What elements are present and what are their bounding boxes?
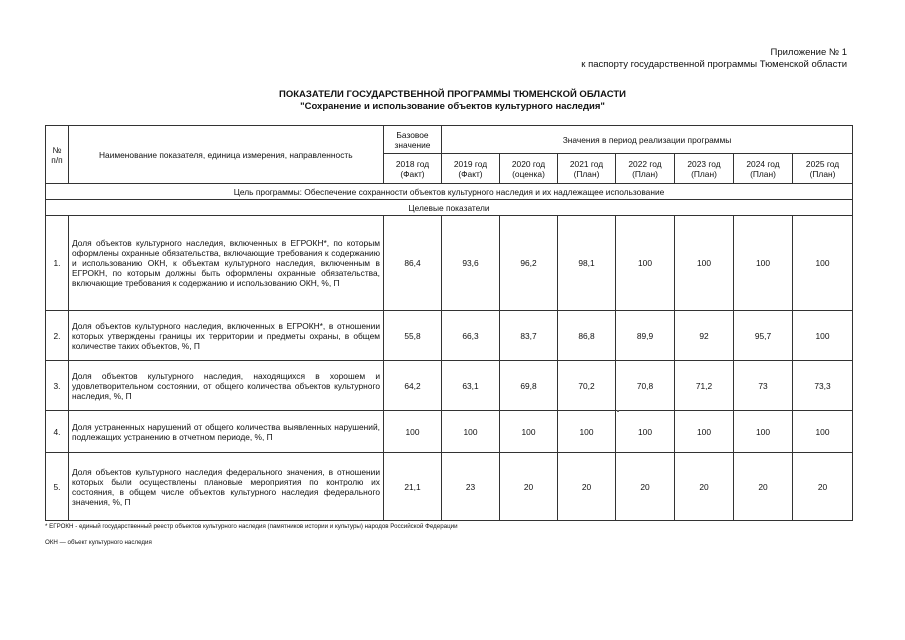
year-type: (План) bbox=[809, 168, 836, 179]
value-2021: 100 bbox=[558, 411, 616, 453]
value-2018: 100 bbox=[384, 411, 442, 453]
year-label: 2020 год bbox=[511, 158, 546, 169]
header-number: № п/п bbox=[46, 126, 69, 184]
value-2020: 20 bbox=[500, 453, 558, 521]
value-2023: 71,2 bbox=[675, 361, 734, 411]
row-number: 2. bbox=[46, 311, 69, 361]
year-label: 2022 год bbox=[628, 158, 662, 169]
goal-row bbox=[46, 184, 853, 200]
indicator-name: Доля объектов культурного наследия, находящихся в хорошем и удовлетворительном состоянии, от общего количества объектов культурного наследия, %, П bbox=[69, 361, 384, 411]
value-2018: 21,1 bbox=[384, 453, 442, 521]
value-2022: 100 bbox=[616, 411, 675, 453]
title-line-2: "Сохранение и использование объектов культурного наследия" bbox=[300, 101, 605, 112]
value-2019: 93,6 bbox=[442, 216, 500, 311]
value-2019: 66,3 bbox=[442, 311, 500, 361]
value-2021: 70,2 bbox=[558, 361, 616, 411]
header-year-2025 bbox=[793, 154, 853, 184]
value-2022: 20 bbox=[616, 453, 675, 521]
value-2025: 73,3 bbox=[793, 361, 853, 411]
appendix-header bbox=[581, 47, 847, 71]
target-indicators-heading: Целевые показатели bbox=[46, 200, 853, 216]
year-type: (План) bbox=[691, 168, 717, 179]
row-number: 1. bbox=[46, 216, 69, 311]
year-type: (План) bbox=[573, 168, 600, 179]
year-type: (Факт) bbox=[400, 168, 425, 179]
value-2019: 63,1 bbox=[442, 361, 500, 411]
value-2020: 100 bbox=[500, 411, 558, 453]
year-type: (оценка) bbox=[512, 168, 545, 179]
value-2023: 92 bbox=[675, 311, 734, 361]
appendix-line-2: к паспорту государственной программы Тюменской области bbox=[581, 59, 847, 70]
value-2018: 55,8 bbox=[384, 311, 442, 361]
value-2019: 100 bbox=[442, 411, 500, 453]
program-goal: Цель программы: Обеспечение сохранности объектов культурного наследия и их надлежащее использование bbox=[46, 184, 853, 200]
document-title bbox=[0, 89, 905, 113]
header-year-2023 bbox=[675, 154, 734, 184]
value-2025: 100 bbox=[793, 311, 853, 361]
value-2024: 100 bbox=[734, 411, 793, 453]
value-2018: 64,2 bbox=[384, 361, 442, 411]
value-2020: 83,7 bbox=[500, 311, 558, 361]
year-type: (План) bbox=[750, 168, 776, 179]
table-row bbox=[46, 311, 853, 361]
header-year-2019 bbox=[442, 154, 500, 184]
value-2023: 20 bbox=[675, 453, 734, 521]
appendix-line-1: Приложение № 1 bbox=[770, 47, 847, 58]
year-label: 2025 год bbox=[805, 158, 840, 169]
year-type: (План) bbox=[632, 168, 658, 179]
value-2021: 86,8 bbox=[558, 311, 616, 361]
value-2020: 69,8 bbox=[500, 361, 558, 411]
header-year-2020 bbox=[500, 154, 558, 184]
value-2024: 100 bbox=[734, 216, 793, 311]
year-label: 2019 год bbox=[453, 158, 488, 169]
row-number: 3. bbox=[46, 361, 69, 411]
indicator-name: Доля объектов культурного наследия, включенных в ЕГРОКН*, в отношении которых утверждены границы их территории и предметы охраны, в общем количестве таких объектов, %, П bbox=[69, 311, 384, 361]
value-2019: 23 bbox=[442, 453, 500, 521]
year-label: 2018 год bbox=[395, 158, 430, 169]
header-row-1 bbox=[46, 126, 853, 154]
footnote-egrokn: * ЕГРОКН - единый государственный реестр объектов культурного наследия (памятников истории и культуры) народов Российской Федерации bbox=[45, 523, 458, 530]
year-label: 2024 год bbox=[746, 158, 780, 169]
value-2025: 100 bbox=[793, 411, 853, 453]
header-indicator-name: Наименование показателя, единица измерения, направленность bbox=[69, 126, 384, 184]
table-row bbox=[46, 216, 853, 311]
year-label: 2023 год bbox=[687, 158, 721, 169]
value-2025: 100 bbox=[793, 216, 853, 311]
section-row bbox=[46, 200, 853, 216]
value-2024: 73 bbox=[734, 361, 793, 411]
value-2025: 20 bbox=[793, 453, 853, 521]
table-row bbox=[46, 453, 853, 521]
table-row bbox=[46, 361, 853, 411]
indicators-table bbox=[45, 125, 853, 521]
value-2023: 100 bbox=[675, 411, 734, 453]
row-number: 5. bbox=[46, 453, 69, 521]
year-label: 2021 год bbox=[569, 158, 604, 169]
value-2024: 95,7 bbox=[734, 311, 793, 361]
header-year-2024 bbox=[734, 154, 793, 184]
value-2024: 20 bbox=[734, 453, 793, 521]
row-number: 4. bbox=[46, 411, 69, 453]
value-2021: 98,1 bbox=[558, 216, 616, 311]
value-2022: 70,8 bbox=[616, 361, 675, 411]
value-2018: 86,4 bbox=[384, 216, 442, 311]
value-2021: 20 bbox=[558, 453, 616, 521]
indicator-name: Доля объектов культурного наследия, включенных в ЕГРОКН*, по которым оформлены охранные обязательства, включающие требования к содержанию и использованию ОКН, к объектам культурного наследия, включенным в ЕГРОКН, по которым должны быть оформлены охранные обязательства, включающие требования к содержанию и использованию ОКН, %, П bbox=[69, 216, 384, 311]
header-base-value: Базовое значение bbox=[384, 126, 442, 154]
header-year-2021 bbox=[558, 154, 616, 184]
value-2023: 100 bbox=[675, 216, 734, 311]
header-year-2022 bbox=[616, 154, 675, 184]
year-type: (Факт) bbox=[458, 168, 483, 179]
stray-mark bbox=[617, 410, 619, 412]
header-program-period: Значения в период реализации программы bbox=[442, 126, 853, 154]
value-2020: 96,2 bbox=[500, 216, 558, 311]
indicator-name: Доля объектов культурного наследия федерального значения, в отношении которых были осуществлены плановые мероприятия по контролю их состояния, в общем числе объектов культурного наследия федерального значения, %, П bbox=[69, 453, 384, 521]
title-line-1: ПОКАЗАТЕЛИ ГОСУДАРСТВЕННОЙ ПРОГРАММЫ ТЮМЕНСКОЙ ОБЛАСТИ bbox=[279, 89, 626, 100]
value-2022: 100 bbox=[616, 216, 675, 311]
indicator-name: Доля устраненных нарушений от общего количества выявленных нарушений, подлежащих устранению в отчетном периоде, %, П bbox=[69, 411, 384, 453]
footnote-okn: ОКН — объект культурного наследия bbox=[45, 539, 152, 546]
value-2022: 89,9 bbox=[616, 311, 675, 361]
table-row bbox=[46, 411, 853, 453]
header-year-2018 bbox=[384, 154, 442, 184]
